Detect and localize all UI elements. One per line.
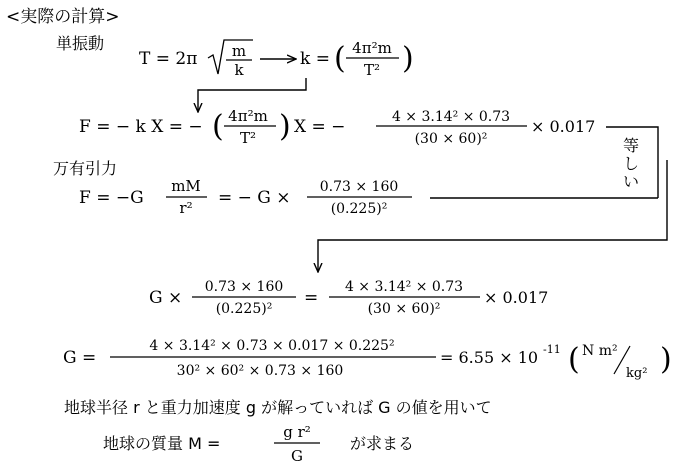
section-label-shm: 単振動 (56, 34, 105, 53)
note-mass-den: G (291, 447, 303, 465)
k-frac-den: T² (363, 61, 381, 79)
equal-label-char-3: い (622, 172, 640, 191)
eq-g1-frac1-den: (0.225)² (215, 301, 273, 317)
force-frac1-den: T² (239, 129, 257, 147)
force-paren-open: ( (212, 109, 224, 144)
period-lhs: T = 2π (139, 49, 198, 69)
unit-paren-close: ) (660, 342, 672, 377)
equal-label-char-1: 等 (622, 136, 640, 155)
note-mass-num: g r² (283, 423, 311, 441)
force-frac2-den: (30 × 60)² (414, 131, 488, 147)
eq-g2-den: 30² × 60² × 0.73 × 160 (176, 363, 344, 379)
unit-numerator: N m² (582, 343, 618, 359)
force-frac1-num: 4π²m (228, 107, 268, 125)
period-frac-den: k (234, 61, 244, 79)
gravity-frac2-num: 0.73 × 160 (319, 179, 399, 195)
eq-g1-frac1-num: 0.73 × 160 (204, 279, 284, 295)
unit-paren-open: ( (568, 342, 580, 377)
eq-g1-frac2-num: 4 × 3.14² × 0.73 (344, 279, 464, 295)
eq-g1-equals: = (304, 288, 319, 308)
force-tail: × 0.017 (531, 117, 596, 136)
force-paren-close: ) (279, 109, 291, 144)
k-lhs: k = (300, 49, 330, 69)
k-paren-close: ) (402, 41, 414, 76)
force-frac2-num: 4 × 3.14² × 0.73 (391, 109, 511, 125)
note-mass-prefix: 地球の質量 M = (103, 434, 221, 453)
unit-denominator: kg² (626, 366, 648, 381)
gravity-lhs: F = −G (79, 188, 144, 208)
eq-g2-lhs: G = (63, 348, 97, 368)
note-line-1: 地球半径 r と重力加速度 g が解っていれば G の値を用いて (64, 398, 492, 417)
force-mid: X = − (294, 117, 346, 137)
eq-g2-num: 4 × 3.14² × 0.73 × 0.017 × 0.225² (149, 338, 395, 354)
equal-label-char-2: し (622, 154, 640, 173)
eq-g1-tail: × 0.017 (484, 288, 549, 307)
gravity-mid: = − G × (218, 188, 291, 208)
k-paren-open: ( (334, 41, 346, 76)
eq-g2-result: = 6.55 × 10 (440, 348, 539, 367)
eq-g1-lhs: G × (149, 288, 183, 308)
page-title: <実際の計算> (6, 7, 120, 27)
period-frac-num: m (231, 42, 247, 60)
force-lhs: F = − k X = − (79, 117, 203, 137)
eq-g1-frac2-den: (30 × 60)² (367, 301, 441, 317)
note-mass-suffix: が求まる (350, 434, 415, 453)
section-label-gravity: 万有引力 (53, 159, 118, 178)
k-frac-num: 4π²m (352, 39, 392, 57)
sqrt-symbol (208, 40, 253, 74)
gravity-frac2-den: (0.225)² (330, 201, 388, 217)
gravity-frac1-num: mM (171, 177, 201, 195)
gravity-frac1-den: r² (179, 199, 193, 217)
eq-g2-exponent: -11 (543, 343, 561, 356)
